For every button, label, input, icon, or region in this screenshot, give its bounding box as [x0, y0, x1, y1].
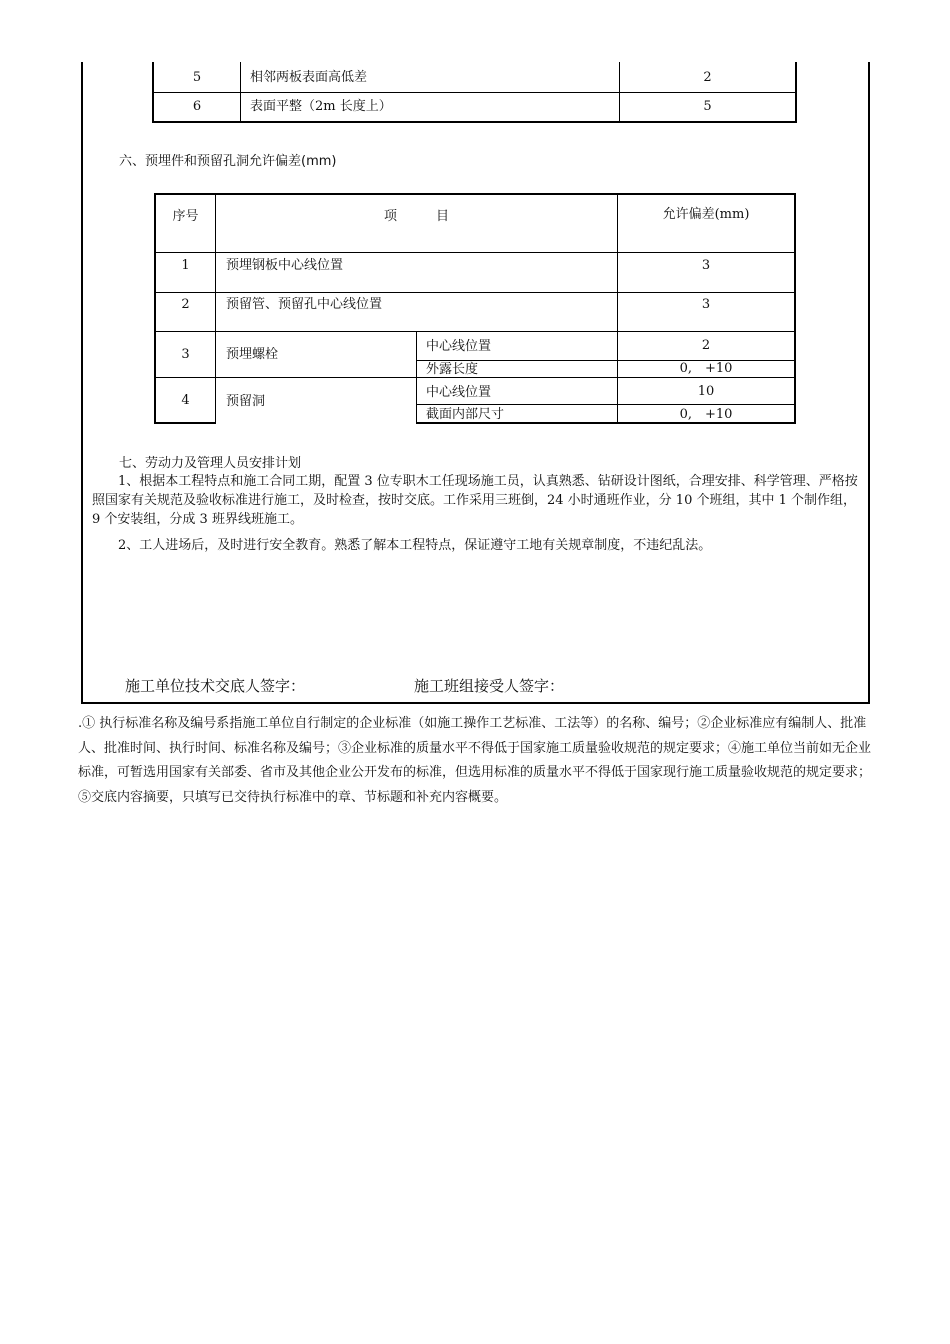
- table-row: 5: [192, 70, 202, 85]
- technical-briefer-signature-label: 施工单位技术交底人签字：: [125, 677, 306, 695]
- table-cell: 2: [181, 297, 190, 312]
- column-header-item: 项 目: [383, 209, 449, 224]
- labor-paragraph-2: 2、工人进场后，及时进行安全教育。熟悉了解本工程特点，保证遵守工地有关规章制度，不违纪乱法。: [118, 538, 712, 553]
- table-cell: 2: [703, 70, 712, 85]
- column-header-value: 允许偏差(mm): [662, 207, 750, 222]
- table-cell: 预埋螺栓: [226, 347, 279, 362]
- table-cell: 相邻两板表面高低差: [250, 70, 368, 85]
- table-cell: 0, +10: [679, 407, 733, 422]
- section-heading-embedded-parts: 六、预埋件和预留孔洞允许偏差(mm): [119, 154, 337, 169]
- table-cell: 预留管、预留孔中心线位置: [226, 297, 383, 312]
- column-header-no: 序号: [172, 209, 199, 224]
- team-receiver-signature-label: 施工班组接受人签字：: [414, 677, 565, 695]
- table-cell: 预埋钢板中心线位置: [226, 258, 344, 273]
- table-cell: 3: [701, 258, 711, 273]
- table-cell: 0, +10: [679, 361, 733, 376]
- table-cell: 表面平整（2m 长度上）: [250, 99, 392, 114]
- table-cell: 5: [703, 99, 712, 114]
- table-cell: 中心线位置: [426, 385, 492, 400]
- table-cell: 10: [697, 384, 715, 399]
- table-cell: 截面内部尺寸: [426, 407, 505, 422]
- table-cell: 3: [181, 347, 190, 362]
- table-row: 6: [192, 99, 202, 114]
- embedded-parts-table: [0, 0, 950, 430]
- footnote: .① 执行标准名称及编号系指施工单位自行制定的企业标准（如施工操作工艺标准、工法等）的名称、编号；②企业标准应有编制人、批准人、批准时间、执行时间、标准名称及编号；③企业标准的质量水平不得低于国家施工质量验收规范的规定要求；④施工单位当前如无企业标准，可暂选用国家有关部委、省市及其他企业公开发布的标准，但选用标准的质量水平不得低于国家现行施工质量验收规范的规定要求；⑤交底内容摘要，只填写已交待执行标准中的章、节标题和补充内容概要。: [78, 716, 872, 805]
- table-cell: 4: [181, 393, 190, 408]
- table-cell: 外露长度: [426, 362, 479, 377]
- table-cell: 1: [181, 258, 190, 273]
- table-cell: 预留洞: [226, 394, 266, 409]
- labor-paragraph-1: 1、根据本工程特点和施工合同工期，配置 3 位专职木工任现场施工员，认真熟悉、钻研设计图纸，合理安排、科学管理、严格按照国家有关规范及验收标准进行施工，及时检查，按时交底。工作采用三班倒，24 小时通班作业，分 10 个班组，其中 1 个制作组，9 个安装组，分成 3 班界线班施工。: [92, 474, 858, 527]
- table-cell: 3: [701, 297, 711, 312]
- section-heading-labor: 七、劳动力及管理人员安排计划: [119, 456, 302, 471]
- table-cell: 2: [701, 338, 711, 353]
- table-cell: 中心线位置: [426, 339, 492, 354]
